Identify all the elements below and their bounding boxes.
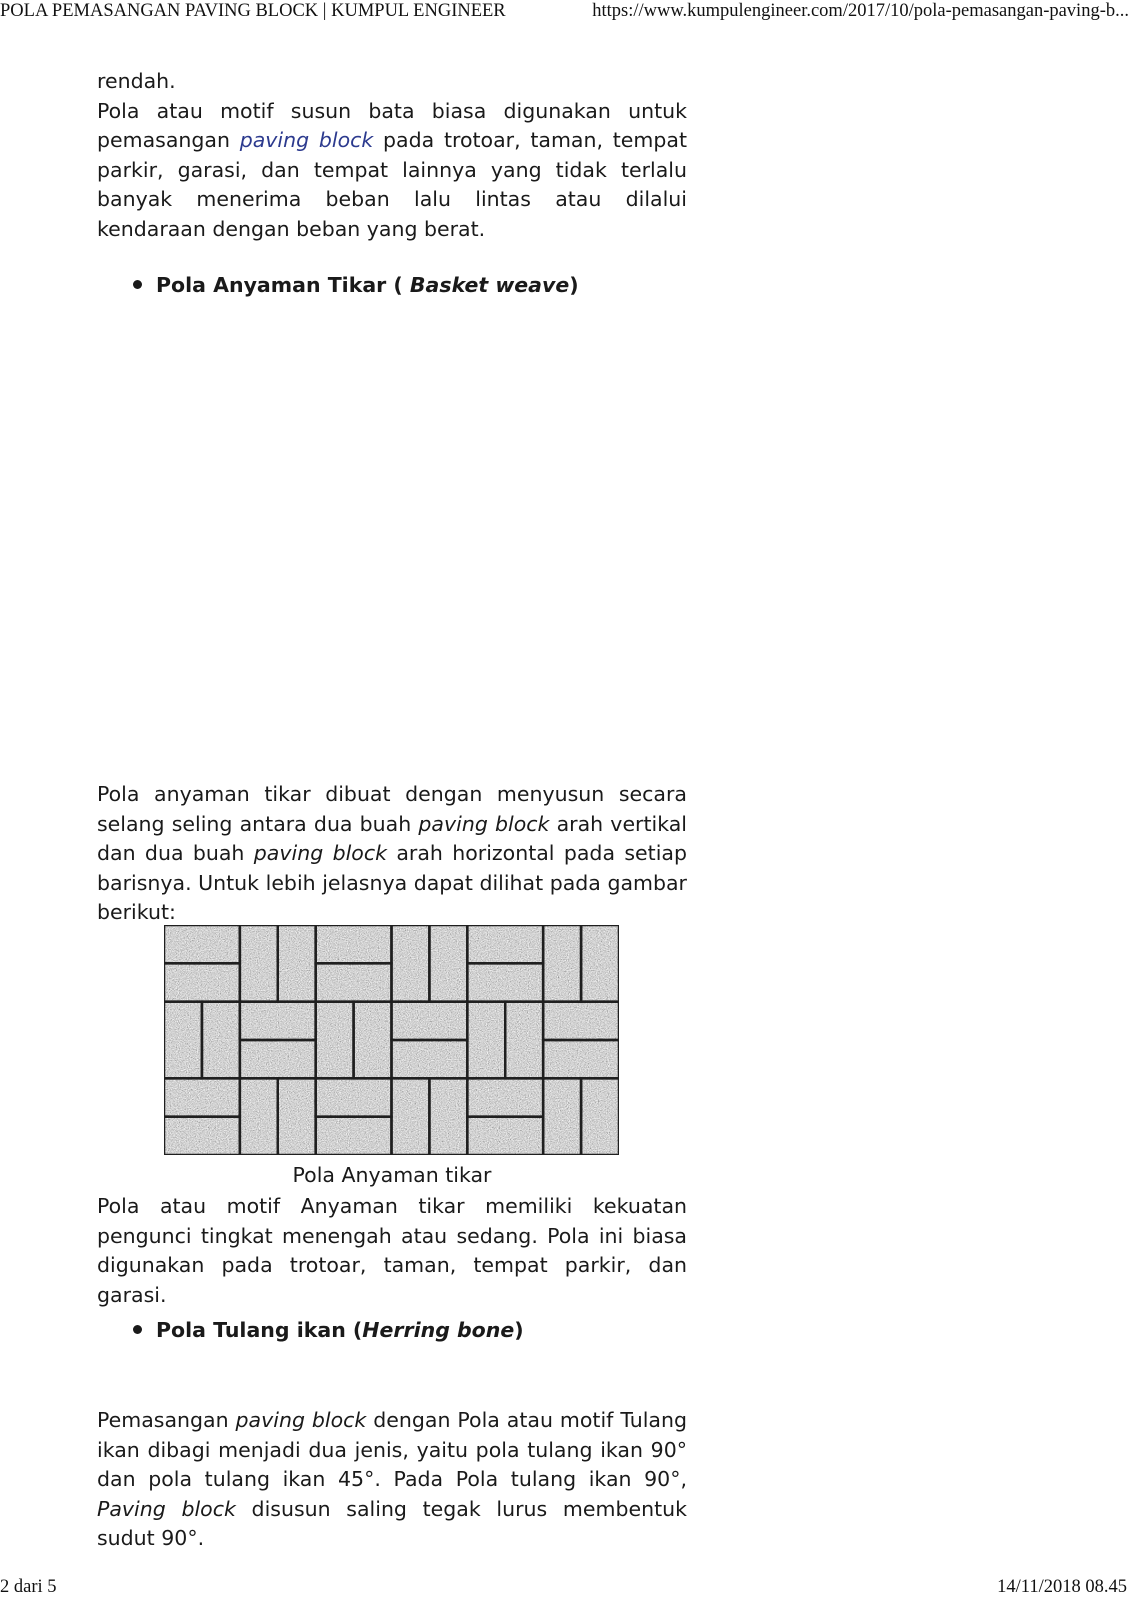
heading-text: ) <box>514 1318 524 1342</box>
intro-line: rendah. <box>97 69 176 93</box>
text-emphasis: Paving block <box>97 1496 236 1521</box>
text-span: pada trotoar, taman, tempat parkir, garasi, dan tempat lainnya yang tidak terlalu banyak menerima beban lalu lintas atau dilalui kendaraan dengan beban yang berat. <box>97 128 687 241</box>
basket-weave-pattern-image <box>164 925 619 1155</box>
text-span: arah horizontal pada setiap barisnya. Untuk lebih jelasnya dapat dilihat pada gambar berikut: <box>97 841 687 924</box>
heading-text: Pola Anyaman Tikar ( <box>156 273 410 297</box>
heading-emphasis: Basket weave <box>409 273 570 297</box>
text-emphasis: paving block <box>253 841 387 865</box>
print-header <box>0 0 1131 26</box>
basket-weave-summary: Pola atau motif Anyaman tikar memiliki kekuatan pengunci tingkat menengah atau sedang. Pola ini biasa digunakan pada trotoar, taman, tempat parkir, dan garasi. <box>97 1194 687 1307</box>
heading-emphasis: Herring bone <box>362 1318 515 1342</box>
basket-weave-heading <box>133 273 579 297</box>
heading-text: ) <box>569 273 579 297</box>
intro-paragraph <box>97 97 687 245</box>
figure-caption: Pola Anyaman tikar <box>292 1163 492 1187</box>
basket-weave-description <box>97 780 687 928</box>
basket-weave-figure <box>164 925 619 1155</box>
intro-section <box>97 67 687 244</box>
page-number: 2 dari 5 <box>0 1577 57 1597</box>
text-span: arah vertikal dan dua buah <box>97 811 687 865</box>
text-span: dengan Pola atau motif Tulang ikan dibagi menjadi dua jenis, yaitu pola tulang ikan 90° dan pola tulang ikan 45°. Pada Pola tulang ikan 90°, <box>97 1408 687 1491</box>
text-span: Pemasangan <box>97 1408 236 1432</box>
page-url[interactable]: https://www.kumpulengineer.com/2017/10/pola-pemasangan-paving-b... <box>592 1 1129 21</box>
print-datetime: 14/11/2018 08.45 <box>997 1577 1127 1597</box>
bullet-dot-icon <box>133 280 142 289</box>
herring-bone-heading <box>133 1318 524 1342</box>
page-title: POLA PEMASANGAN PAVING BLOCK | KUMPUL ENGINEER <box>0 1 506 21</box>
text-span: Pola anyaman tikar dibuat dengan menyusun secara selang seling antara dua buah <box>97 782 687 836</box>
text-span: disusun saling tegak lurus membentuk sudut 90°. <box>97 1496 687 1550</box>
heading-text: Pola Tulang ikan ( <box>156 1318 363 1342</box>
text-emphasis: paving block <box>418 811 550 836</box>
text-span: Pola atau motif susun bata biasa digunakan untuk pemasangan <box>97 98 687 152</box>
herring-bone-description <box>97 1406 687 1554</box>
text-emphasis: paving block <box>235 1408 367 1432</box>
paving-block-link[interactable]: paving block <box>239 128 374 152</box>
bullet-dot-icon <box>133 1325 142 1334</box>
